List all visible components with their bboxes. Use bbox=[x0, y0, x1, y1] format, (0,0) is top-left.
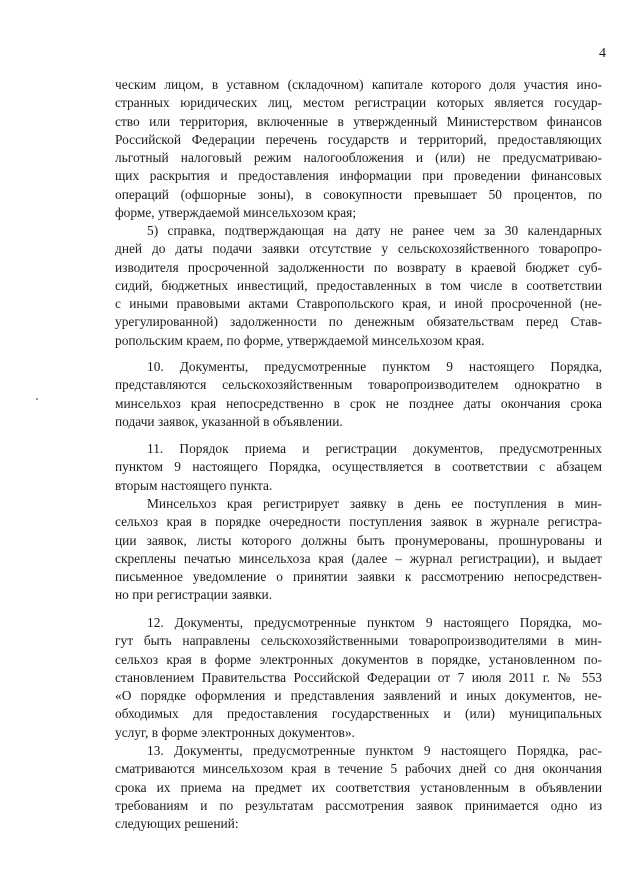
text-line: изводителя просроченной задолженности по возврату в краевой бюджет суб- bbox=[115, 259, 602, 275]
text-line: 12. Документы, предусмотренные пунктом 9 настоящего Порядка, мо- bbox=[147, 615, 602, 630]
text-line: минсельхоз края непосредственно в срок не позднее даты окончания срока bbox=[115, 395, 602, 411]
text-line: 13. Документы, предусмотренные пунктом 9 настоящего Порядка, рас- bbox=[147, 743, 602, 758]
text-line: дней до даты подачи заявки отсутствие у сельскохозяйственного товаропро- bbox=[115, 241, 602, 257]
text-line: с иными правовыми актами Ставропольского края, и иной просроченной (не- bbox=[115, 296, 602, 312]
text-line: сельхоз края в форме электронных документов в порядке, установленном по- bbox=[115, 651, 602, 667]
text-line: ции заявок, листы которого должны быть пронумерованы, прошнурованы и bbox=[115, 532, 602, 548]
text-line: услуг, в форме электронных документов». bbox=[115, 724, 355, 740]
text-line: сидий, бюджетных инвестиций, предоставленных в том числе в соответствии bbox=[115, 277, 602, 293]
paragraph-12 bbox=[115, 614, 602, 742]
text-line: скреплены печатью минсельхоза края (далее – журнал регистрации), и выдает bbox=[115, 550, 602, 566]
scan-speck bbox=[36, 398, 38, 400]
text-line: подачи заявок, указанной в объявлении. bbox=[115, 413, 343, 429]
text-line: становлением Правительства Российской Федерации от 7 июля 2011 г. № 553 bbox=[115, 669, 602, 685]
text-line: Российской Федерации перечень государств и территорий, предоставляющих bbox=[115, 131, 602, 147]
text-line: ство или территория, включенные в утвержденный Министерством финансов bbox=[115, 113, 602, 129]
text-line: письменное уведомление о принятии заявки к рассмотрению непосредствен- bbox=[115, 569, 602, 585]
paragraph-13 bbox=[115, 742, 602, 833]
text-line: ропольским краем, по форме, утверждаемой минсельхозом края. bbox=[115, 332, 485, 348]
text-line: следующих решений: bbox=[115, 816, 239, 832]
text-line: щих раскрытия и предоставления информации при проведении финансовых bbox=[115, 168, 602, 184]
text-line: странных юридических лиц, местом регистрации которых является государ- bbox=[115, 95, 602, 111]
text-line: урегулированной) задолженности по денежным обязательствам перед Став- bbox=[115, 314, 602, 330]
text-line: ческим лицом, в уставном (складочном) капитале которого доля участия ино- bbox=[115, 77, 602, 92]
text-line: операций (офшорные зоны), в совокупности превышает 50 процентов, по bbox=[115, 186, 602, 202]
paragraph-10 bbox=[115, 358, 602, 431]
text-line: форме, утверждаемой минсельхозом края; bbox=[115, 205, 357, 221]
text-line: пунктом 9 настоящего Порядка, осуществляется в соответствии с абзацем bbox=[115, 459, 602, 475]
paragraph-item-5 bbox=[115, 222, 602, 350]
paragraph-11 bbox=[115, 440, 602, 495]
text-line: сматриваются минсельхозом края в течение 5 рабочих дней со дня окончания bbox=[115, 761, 602, 777]
text-line: 5) справка, подтверждающая на дату не ранее чем за 30 календарных bbox=[147, 223, 602, 238]
text-line: сельхоз края в порядке очередности поступления заявок в журнале регистра- bbox=[115, 514, 602, 530]
text-line: 10. Документы, предусмотренные пунктом 9 настоящего Порядка, bbox=[147, 359, 602, 374]
text-line: льготный налоговый режим налогообложения и (или) не предусматриваю- bbox=[115, 150, 602, 166]
text-line: «О порядке оформления и представления заявлений и иных документов, не- bbox=[115, 688, 602, 704]
text-line: 11. Порядок приема и регистрации документов, предусмотренных bbox=[147, 441, 602, 456]
paragraph-continuation bbox=[115, 76, 602, 222]
text-line: обходимых для предоставления государственных и (или) муниципальных bbox=[115, 706, 602, 722]
text-line: представляются сельскохозяйственным товаропроизводителем однократно в bbox=[115, 377, 602, 393]
paragraph-11-registration bbox=[115, 495, 602, 605]
text-line: срока их приема на предмет их соответствия установленным в объявлении bbox=[115, 779, 602, 795]
text-line: Минсельхоз края регистрирует заявку в день ее поступления в мин- bbox=[147, 496, 602, 511]
page-number: 4 bbox=[599, 46, 606, 61]
text-line: вторым настоящего пункта. bbox=[115, 477, 273, 493]
text-line: гут быть направлены сельскохозяйственными товаропроизводителями в мин- bbox=[115, 633, 602, 649]
text-line: но при регистрации заявки. bbox=[115, 587, 273, 603]
text-line: требованиям и по результатам рассмотрения заявок принимается одно из bbox=[115, 797, 602, 813]
